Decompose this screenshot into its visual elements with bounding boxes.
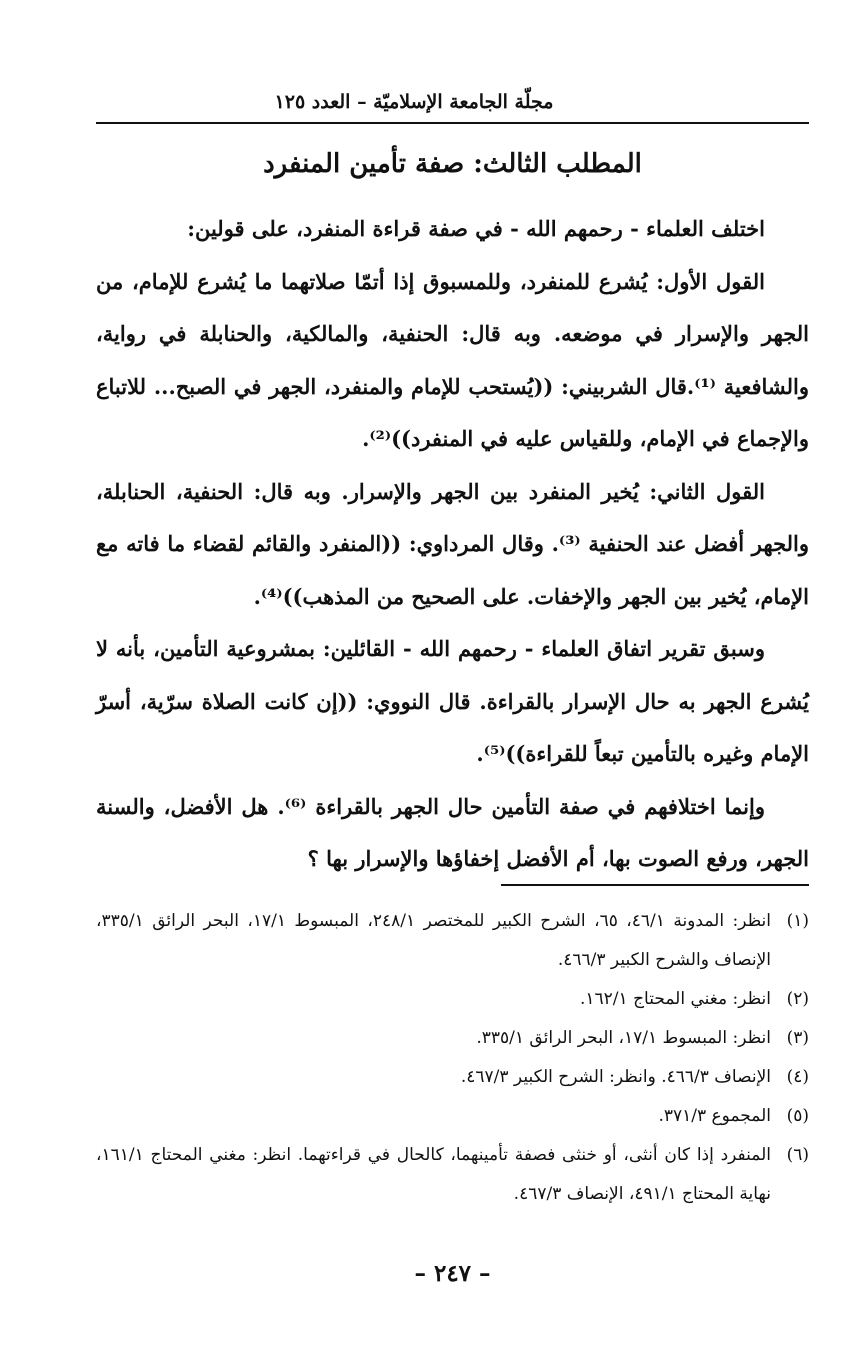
footnote-number: (١)	[786, 911, 809, 931]
footnote	[96, 1058, 809, 1097]
footnote-text: المجموع ٣٧١/٣.	[658, 1106, 771, 1126]
paragraph: وإنما اختلافهم في صفة التأمين حال الجهر بالقراءة ⁽⁶⁾. هل الأفضل، والسنة الجهر، ورفع الصوت بها، أم الأفضل إخفاؤها والإسرار بها ؟	[96, 793, 809, 871]
footnotes	[96, 902, 809, 1214]
body-text	[96, 203, 809, 886]
section-title: المطلب الثالث: صفة تأمين المنفرد	[263, 149, 642, 179]
footnote-text: انظر: المدونة ٤٦/١، ٦٥، الشرح الكبير للمختصر ٢٤٨/١، المبسوط ١٧/١، البحر الرائق ٣٣٥/١، الإنصاف والشرح الكبير ٤٦٦/٣.	[96, 911, 771, 970]
footnote-text: المنفرد إذا كان أنثى، أو خنثى فصفة تأمينهما، كالحال في قراءتهما. انظر: مغني المحتاج ١٦١/١، نهاية المحتاج ٤٩١/١، الإنصاف ٤٦٧/٣.	[96, 1145, 771, 1204]
running-header: مجلّة الجامعة الإسلاميّة – العدد ١٢٥	[274, 91, 554, 113]
footnote-text: الإنصاف ٤٦٦/٣. وانظر: الشرح الكبير ٤٦٧/٣.	[460, 1067, 771, 1087]
footnote-text: انظر: مغني المحتاج ١٦٢/١.	[580, 989, 771, 1009]
footnote-number: (٦)	[786, 1145, 809, 1165]
footnote-number: (٢)	[786, 989, 809, 1009]
footnote	[96, 902, 809, 980]
footnote-number: (٣)	[786, 1028, 809, 1048]
footnote-text: انظر: المبسوط ١٧/١، البحر الرائق ٣٣٥/١.	[476, 1028, 771, 1048]
paragraph: وسبق تقرير اتفاق العلماء - رحمهم الله - القائلين: بمشروعية التأمين، بأنه لا يُشرع الجهر به حال الإسرار بالقراءة. قال النووي: ((إن كانت الصلاة سرّية، أسرّ الإمام وغيره بالتأمين تبعاً للقراءة))⁽⁵⁾.	[96, 636, 809, 766]
footnote-divider	[501, 884, 809, 886]
paragraph: اختلف العلماء - رحمهم الله - في صفة قراءة المنفرد، على قولين:	[187, 216, 765, 241]
footnote-number: (٥)	[786, 1106, 809, 1126]
header-divider	[96, 122, 809, 124]
footnote	[96, 1019, 809, 1058]
footnote	[96, 980, 809, 1019]
footnote	[96, 1136, 809, 1214]
page-number: – ٢٤٧ –	[414, 1260, 491, 1287]
paragraph: القول الثاني: يُخير المنفرد بين الجهر والإسرار. وبه قال: الحنفية، الحنابلة، والجهر أفضل عند الحنفية ⁽³⁾. وقال المرداوي: ((المنفرد والقائم لقضاء ما فاته مع الإمام، يُخير بين الجهر والإخفات. على الصحيح من المذهب))⁽⁴⁾.	[96, 478, 809, 609]
footnote	[96, 1097, 809, 1136]
footnote-number: (٤)	[786, 1067, 809, 1087]
paragraph: القول الأول: يُشرع للمنفرد، وللمسبوق إذا أتمّا صلاتهما ما يُشرع للإمام، من الجهر والإسرار في موضعه. وبه قال: الحنفية، والمالكية، والحنابلة في رواية، والشافعية ⁽¹⁾.قال الشربيني: ((يُستحب للإمام والمنفرد، الجهر في الصبح... للاتباع والإجماع في الإمام، وللقياس عليه في المنفرد))⁽²⁾.	[96, 268, 809, 451]
